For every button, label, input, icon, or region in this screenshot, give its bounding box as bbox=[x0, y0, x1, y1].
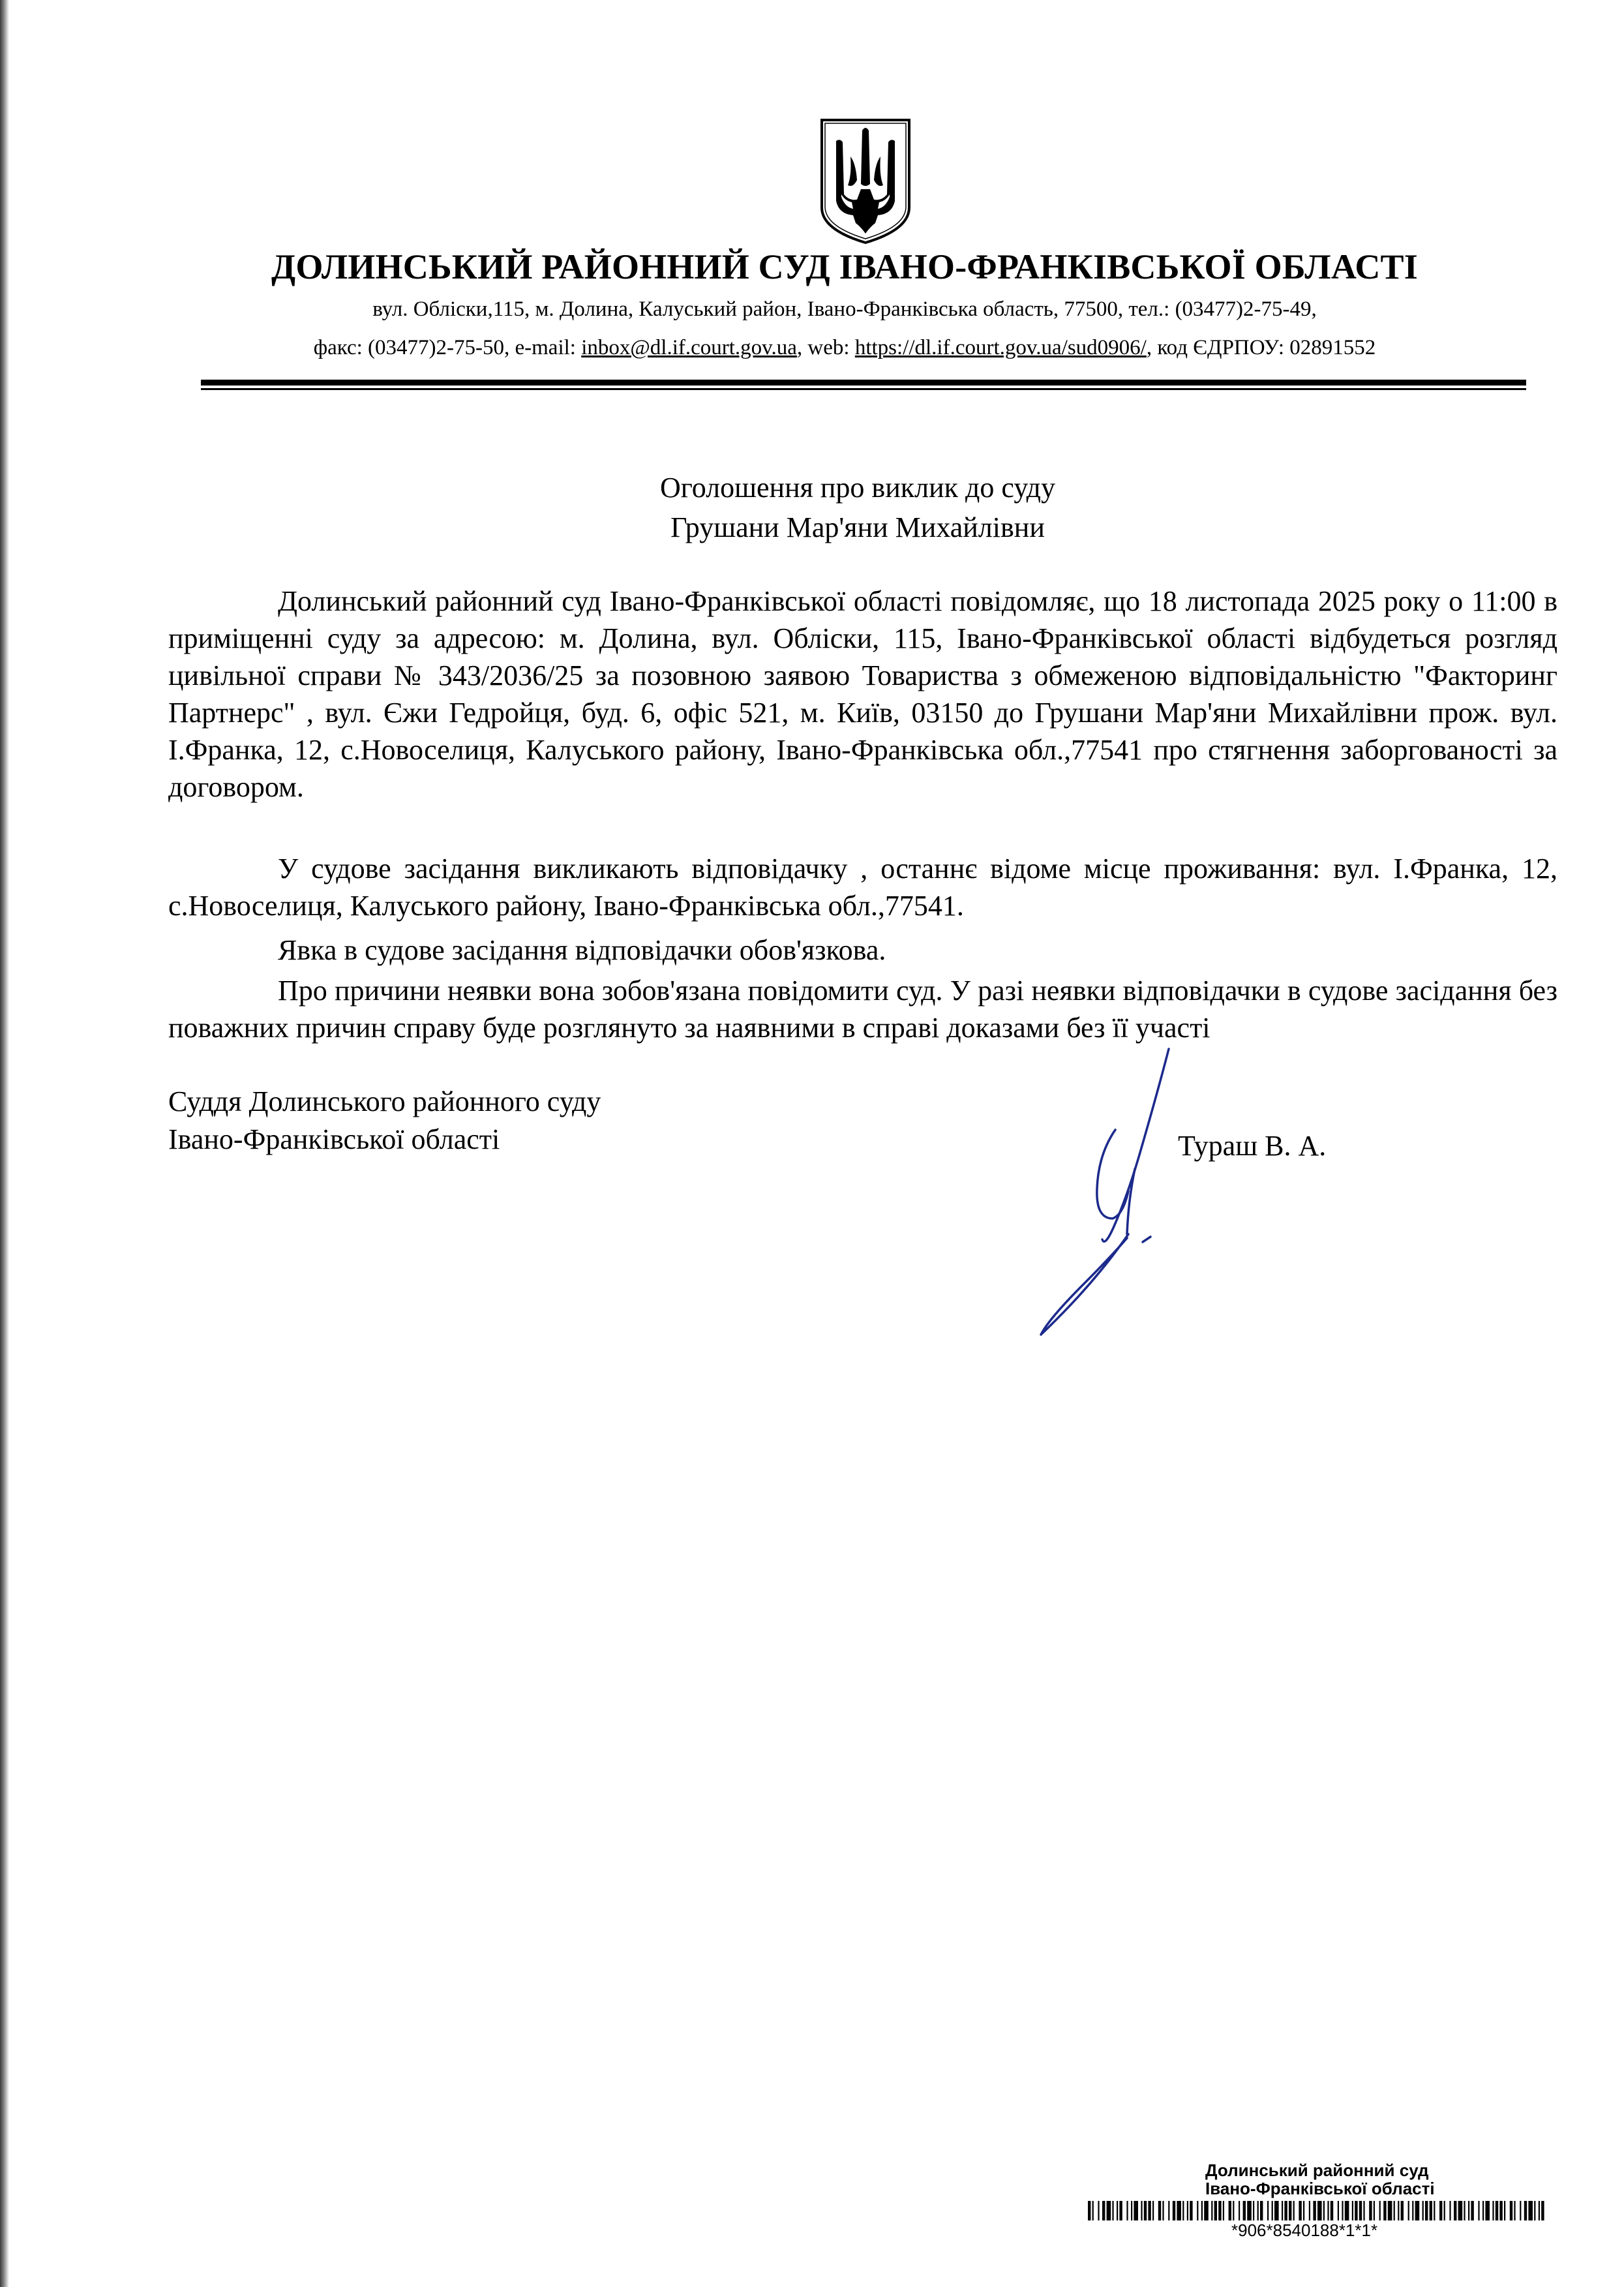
notice-addressee: Грушани Мар'яни Михайлівни bbox=[670, 511, 1045, 543]
court-address-line: вул. Обліски,115, м. Долина, Калуський район, Івано-Франківська область, 77500, тел.: (03477)2-75-49, bbox=[372, 297, 1317, 321]
notice-paragraph-summons: У судове засідання викликають відповідачку , останнє відоме місце проживання: вул. І.Франка, 12, с.Новоселиця, Калуського району, Івано-Франківська обл.,77541. bbox=[168, 853, 1557, 922]
web-label: , web: bbox=[796, 336, 855, 359]
court-contact-line bbox=[196, 336, 1494, 360]
scan-edge-shadow bbox=[0, 0, 9, 2287]
notice-paragraph-attendance: Явка в судове засідання відповідачки обов'язкова. bbox=[278, 934, 886, 966]
letterhead-divider-thick bbox=[201, 380, 1526, 386]
judge-position-line1: Суддя Долинського районного суду bbox=[168, 1085, 601, 1117]
notice-paragraph-consequences: Про причини неявки вона зобов'язана повідомити суд. У разі неявки відповідачки в судове засідання без поважних причин справу буде розглянуто за наявними в справі доказами без її участі bbox=[168, 975, 1557, 1044]
edrpou-code: , код ЄДРПОУ: 02891552 bbox=[1146, 336, 1376, 359]
fax-text: факс: (03477)2-75-50, e-mail: bbox=[313, 336, 582, 359]
stamp-court-name: Долинський районний суд bbox=[1205, 2160, 1429, 2180]
letterhead-divider-thin bbox=[201, 388, 1526, 390]
stamp-court-region: Івано-Франківської області bbox=[1205, 2179, 1435, 2198]
email-link[interactable]: inbox@dl.if.court.gov.ua bbox=[581, 336, 797, 359]
coat-of-arms-trident-icon bbox=[819, 117, 912, 245]
barcode-number: *906*8540188*1*1* bbox=[1231, 2220, 1378, 2240]
website-link[interactable]: https://dl.if.court.gov.ua/sud0906/ bbox=[854, 336, 1147, 359]
judge-position-line2: Івано-Франківської області bbox=[168, 1123, 500, 1155]
notice-paragraph-hearing: Долинський районний суд Івано-Франківської області повідомляє, що 18 листопада 2025 року о 11:00 в приміщенні суду за адресою: м. Долина, вул. Обліски, 115, Івано-Франківської області відбудеться розгляд цивільної справи № 343/2036/25 за позовною заявою Товариства з обмеженою відповідальністю "Факторинг Партнерс" , вул. Єжи Гедройця, буд. 6, офіс 521, м. Київ, 03150 до Грушани Мар'яни Михайлівни прож. вул. І.Франка, 12, с.Новоселиця, Калуського району, Івано-Франківська обл.,77541 про стягнення заборгованості за договором. bbox=[168, 585, 1557, 803]
judge-name: Тураш В. А. bbox=[1178, 1130, 1327, 1162]
notice-title: Оголошення про виклик до суду bbox=[660, 472, 1055, 504]
court-name-heading: ДОЛИНСЬКИЙ РАЙОННИЙ СУД ІВАНО-ФРАНКІВСЬКОЇ ОБЛАСТІ bbox=[271, 247, 1418, 286]
barcode-icon bbox=[1088, 2201, 1544, 2220]
handwritten-signature-icon bbox=[1030, 1044, 1187, 1350]
